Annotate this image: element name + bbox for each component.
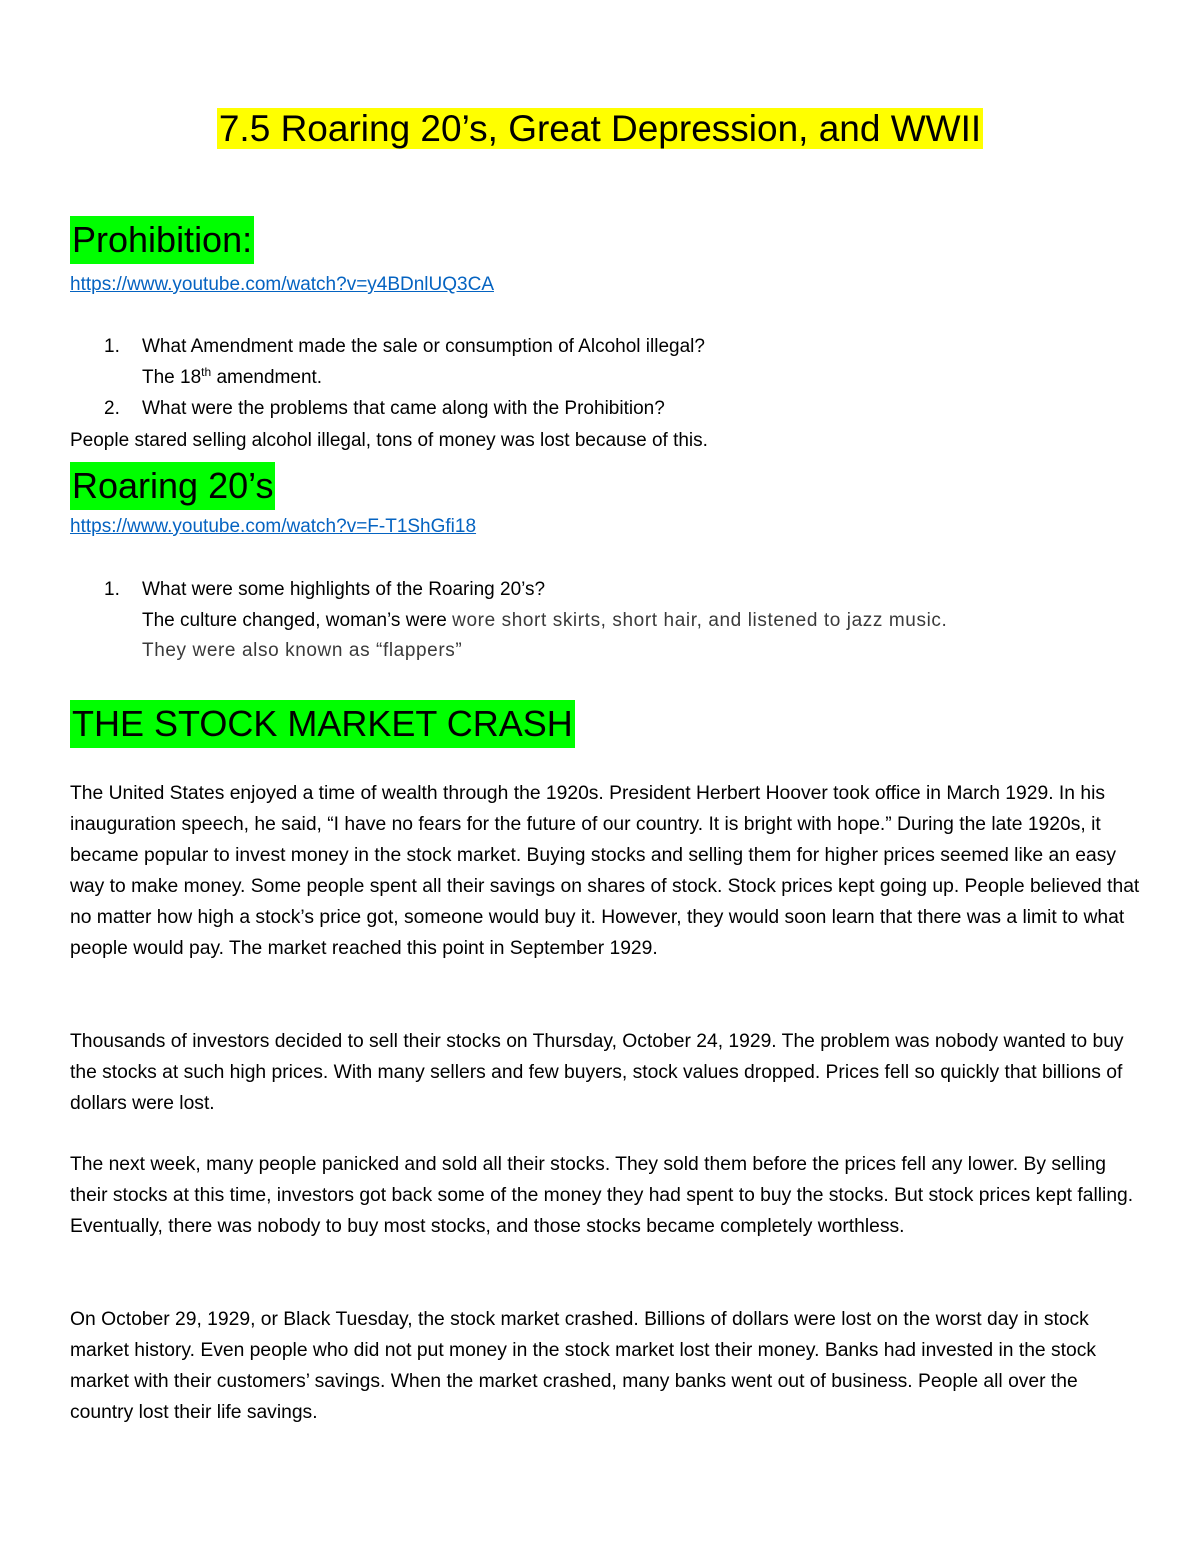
prohibition-heading: Prohibition:	[70, 216, 254, 264]
roaring-answer-1-line-2: They were also known as “flappers”	[142, 640, 463, 661]
crash-paragraph-2: Thousands of investors decided to sell their stocks on Thursday, October 24, 1929. The problem was nobody wanted to buy the stocks at such high prices. With many sellers and few buyers, stock values dropped. Prices fell so quickly that billions of dollars were lost.	[70, 1031, 1124, 1114]
prohibition-question-1	[104, 332, 705, 362]
prohibition-video-link[interactable]: https://www.youtube.com/watch?v=y4BDnlUQ3CA	[70, 274, 494, 295]
answer-text-start: The 18	[142, 367, 202, 388]
question-text: What Amendment made the sale or consumption of Alcohol illegal?	[142, 336, 705, 357]
crash-paragraph-4: On October 29, 1929, or Black Tuesday, the stock market crashed. Billions of dollars were lost on the worst day in stock market history. Even people who did not put money in the stock market lost their money. Banks had invested in the stock market with their customers’ savings. When the market crashed, many banks went out of business. People all over the country lost their life savings.	[70, 1309, 1097, 1423]
question-number: 1.	[104, 336, 120, 357]
prohibition-answer-2: People stared selling alcohol illegal, tons of money was lost because of this.	[70, 430, 708, 451]
answer-superscript: th	[201, 365, 212, 379]
question-number: 1.	[104, 579, 120, 600]
question-text: What were the problems that came along with the Prohibition?	[142, 398, 665, 419]
crash-paragraph-1: The United States enjoyed a time of wealth through the 1920s. President Herbert Hoover took office in March 1929. In his inauguration speech, he said, “I have no fears for the future of our country. It is bright with hope.” During the late 1920s, it became popular to invest money in the stock market. Buying stocks and selling them for higher prices seemed like an easy way to make money. Some people spent all their savings on shares of stock. Stock prices kept going up. People believed that no matter how high a stock’s price got, someone would buy it. However, they would soon learn that there was a limit to what people would pay. The market reached this point in September 1929.	[70, 783, 1140, 959]
answer-text-end: amendment.	[211, 367, 323, 388]
roaring-question-1	[104, 575, 545, 605]
document-title	[0, 104, 1200, 154]
roaring-video-link[interactable]: https://www.youtube.com/watch?v=F-T1ShGfi18	[70, 516, 477, 537]
answer-text-gray: wore short skirts, short hair, and listened to jazz music.	[452, 610, 948, 631]
question-text: What were some highlights of the Roaring 20’s?	[142, 579, 546, 600]
answer-text: The culture changed, woman’s were	[142, 610, 453, 631]
question-number: 2.	[104, 398, 120, 419]
crash-paragraph-3: The next week, many people panicked and sold all their stocks. They sold them before the prices fell any lower. By selling their stocks at this time, investors got back some of the money they had spent to buy the stocks. But stock prices kept falling. Eventually, there was nobody to buy most stocks, and those stocks became completely worthless.	[70, 1154, 1134, 1237]
crash-heading: THE STOCK MARKET CRASH	[70, 700, 575, 748]
prohibition-answer-1	[142, 363, 322, 393]
roaring-answer-1-line-1	[142, 606, 947, 636]
roaring-heading: Roaring 20’s	[70, 462, 275, 510]
prohibition-question-2	[104, 394, 665, 424]
document-title-text: 7.5 Roaring 20’s, Great Depression, and WWII	[218, 108, 982, 149]
